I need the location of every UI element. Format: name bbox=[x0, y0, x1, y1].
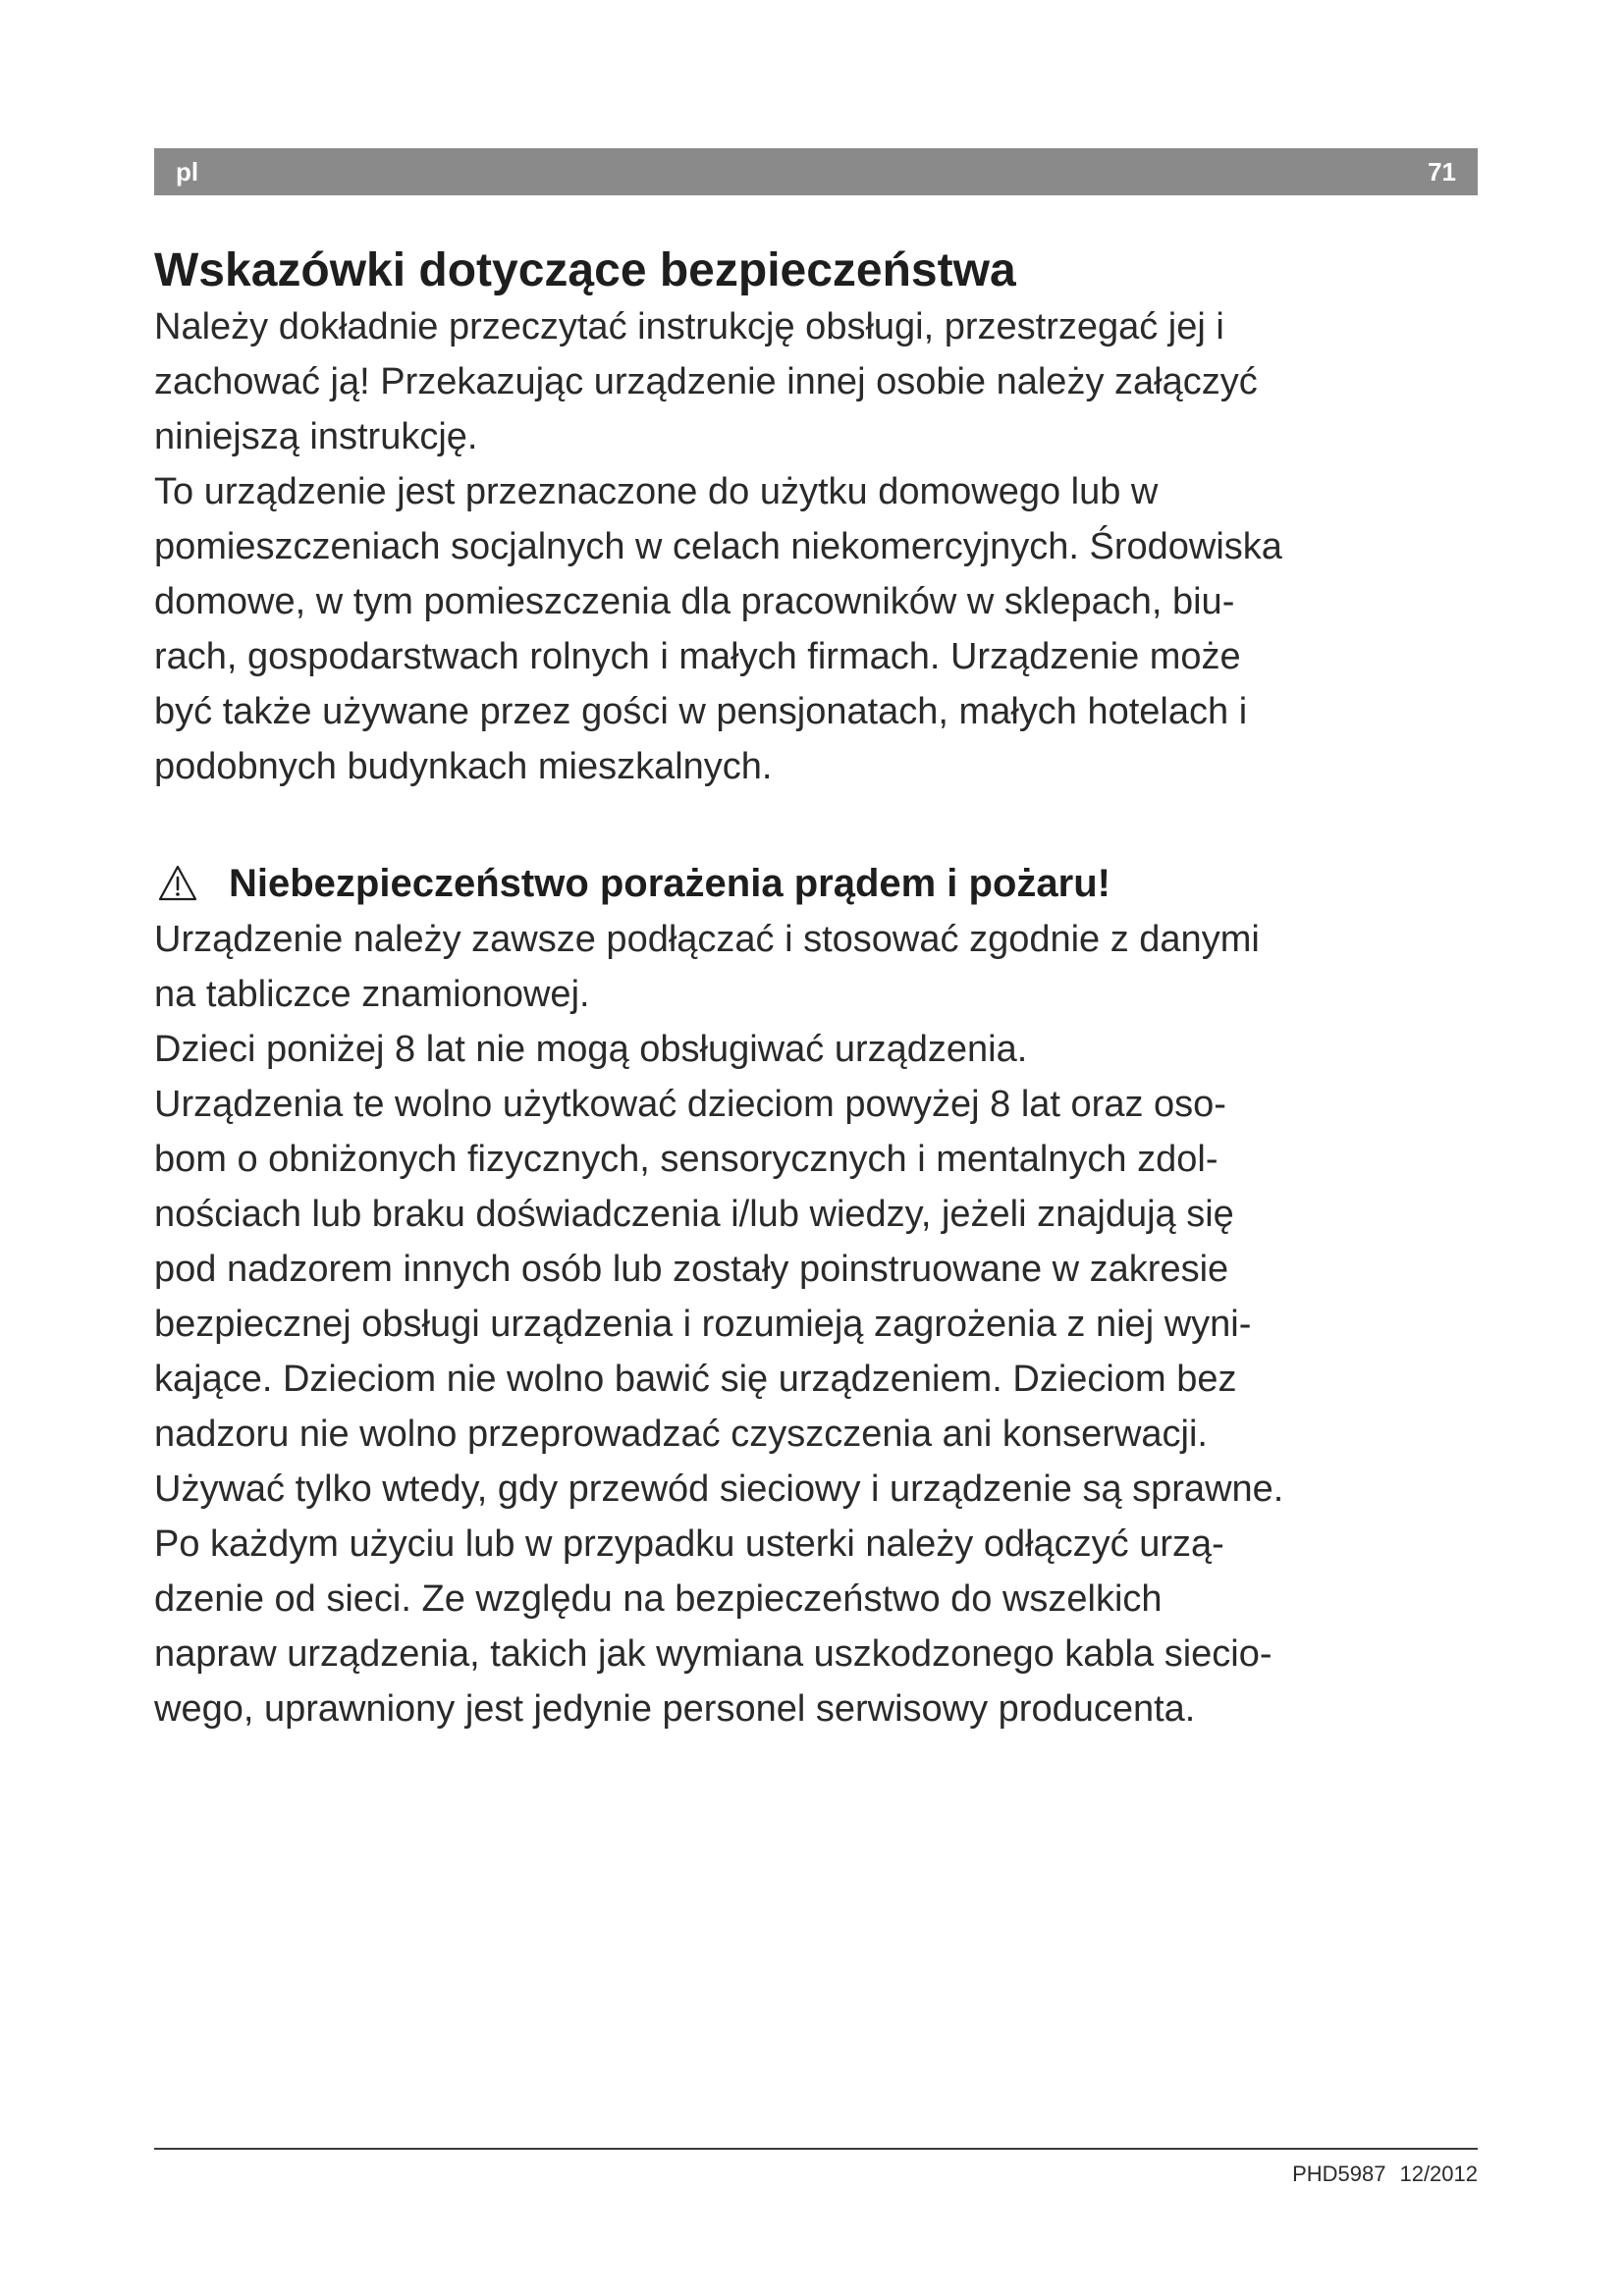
footer-model: PHD5987 bbox=[1292, 2162, 1386, 2186]
warning-heading-text: Niebezpieczeństwo porażenia prądem i pożaru! bbox=[229, 862, 1110, 905]
intro-paragraph: Należy dokładnie przeczytać instrukcję obsługi, przestrzegać jej i zachować ją! Przekazując urządzenie innej osobie należy załączyć niniejszą instrukcję. bbox=[154, 306, 1258, 457]
page-number: 71 bbox=[1428, 156, 1456, 187]
warning-triangle-icon bbox=[158, 865, 197, 902]
page-header-bar bbox=[154, 148, 1478, 195]
warning-paragraph-children-age: Dzieci poniżej 8 lat nie mogą obsługiwać urządzenia. bbox=[154, 1029, 1028, 1070]
usage-paragraph: To urządzenie jest przeznaczone do użytku domowego lub w pomieszczeniach socjalnych w celach niekomercyjnych. Środowiska domowe, w tym pomieszczenia dla pracowników w sklepach, biu- rach, gospodarstwach rolnych i małych firmach. Urządzenie może być także używane przez gości w pensjonatach, małych hotelach i podobnych budynkach mieszkalnych. bbox=[154, 471, 1282, 787]
section-title: Wskazówki dotyczące bezpieczeństwa bbox=[154, 244, 1016, 296]
warning-paragraph-repairs: Używać tylko wtedy, gdy przewód sieciowy i urządzenie są sprawne. Po każdym użyciu lub w przypadku usterki należy odłączyć urzą- dzenie od sieci. Ze względu na bezpieczeństwo do wszelkich napraw urządzenia, takich jak wymiana uszkodzonego kabla siecio- wego, uprawniony jest jedynie personel serwisowy producenta. bbox=[154, 1468, 1284, 1730]
warning-paragraph-supervision: Urządzenia te wolno użytkować dzieciom powyżej 8 lat oraz oso- bom o obniżonych fizycznych, sensorycznych i mentalnych zdol- nościach lub braku doświadczenia i/lub wiedzy, jeżeli znajdują się pod nadzorem innych osób lub zostały poinstruowane w zakresie bezpiecznej obsługi urządzenia i rozumieją zagrożenia z niej wyni- kające. Dzieciom nie wolno bawić się urządzeniem. Dzieciom bez nadzoru nie wolno przeprowadzać czyszczenia ani konserwacji. bbox=[154, 1084, 1252, 1455]
footer bbox=[1292, 2162, 1478, 2187]
warning-heading bbox=[154, 855, 1489, 912]
footer-date: 12/2012 bbox=[1399, 2162, 1478, 2186]
page-content bbox=[154, 242, 1489, 1736]
warning-paragraph-rating-plate: Urządzenie należy zawsze podłączać i stosować zgodnie z danymi na tabliczce znamionowej. bbox=[154, 919, 1260, 1015]
language-code: pl bbox=[176, 156, 199, 187]
footer-divider bbox=[154, 2148, 1478, 2150]
